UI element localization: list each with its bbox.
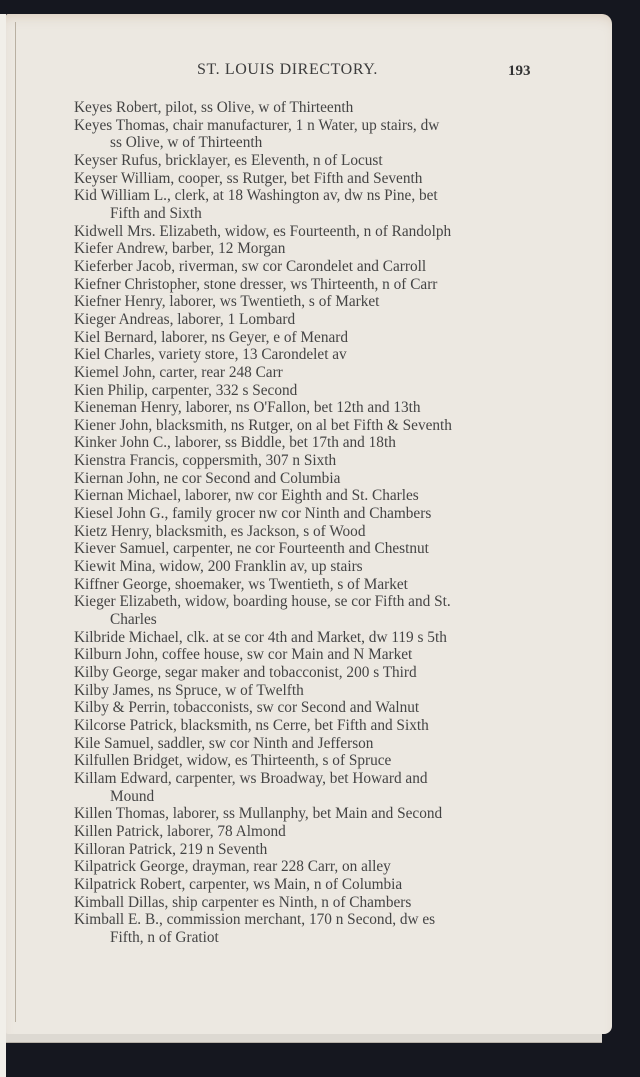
entry-text: Kiefner Christopher, stone dresser, ws Thirteenth, n of Carr bbox=[74, 275, 438, 293]
running-title: ST. LOUIS DIRECTORY. bbox=[197, 61, 378, 78]
directory-entry bbox=[74, 894, 534, 912]
directory-entry bbox=[74, 805, 534, 823]
entry-text: Kieferber Jacob, riverman, sw cor Carondelet and Carroll bbox=[74, 257, 427, 275]
entry-text: Kieger Elizabeth, widow, boarding house, se cor Fifth and St. bbox=[74, 593, 451, 611]
entry-text: Kieneman Henry, laborer, ns O'Fallon, bet 12th and 13th bbox=[74, 399, 421, 417]
entry-continuation: ss Olive, w of Thirteenth bbox=[110, 134, 263, 152]
entry-continuation: Mound bbox=[110, 787, 155, 805]
entry-text: Kilpatrick Robert, carpenter, ws Main, n of Columbia bbox=[74, 875, 403, 893]
directory-entries bbox=[74, 99, 534, 947]
entry-text: Kilfullen Bridget, widow, es Thirteenth, s of Spruce bbox=[74, 752, 392, 770]
entry-continuation: Fifth, n of Gratiot bbox=[110, 928, 219, 946]
directory-entry bbox=[74, 152, 534, 170]
entry-text: Kilbride Michael, clk. at se cor 4th and Market, dw 119 s 5th bbox=[74, 628, 447, 646]
directory-entry bbox=[74, 399, 534, 417]
entry-text: Kilcorse Patrick, blacksmith, ns Cerre, bet Fifth and Sixth bbox=[74, 716, 429, 734]
entry-text: Killen Thomas, laborer, ss Mullanphy, bet Main and Second bbox=[74, 805, 443, 823]
directory-entry bbox=[74, 558, 534, 576]
directory-entry bbox=[74, 735, 534, 753]
entry-text: Kiel Bernard, laborer, ns Geyer, e of Menard bbox=[74, 328, 349, 346]
directory-entry bbox=[74, 699, 534, 717]
directory-entry bbox=[74, 646, 534, 664]
directory-entry bbox=[74, 576, 534, 594]
entry-text: Kieger Andreas, laborer, 1 Lombard bbox=[74, 310, 296, 328]
directory-entry bbox=[74, 276, 534, 294]
directory-entry bbox=[74, 717, 534, 735]
directory-entry bbox=[74, 240, 534, 258]
entry-text: Killam Edward, carpenter, ws Broadway, bet Howard and bbox=[74, 769, 428, 787]
entry-text: Kienstra Francis, coppersmith, 307 n Sixth bbox=[74, 452, 337, 470]
entry-text: Kiefner Henry, laborer, ws Twentieth, s of Market bbox=[74, 293, 380, 311]
directory-entry bbox=[74, 911, 534, 946]
directory-entry bbox=[74, 540, 534, 558]
directory-entry bbox=[74, 593, 534, 628]
directory-entry bbox=[74, 382, 534, 400]
entry-continuation: Charles bbox=[110, 611, 157, 629]
entry-text: Keyser William, cooper, ss Rutger, bet Fifth and Seventh bbox=[74, 169, 423, 187]
directory-entry bbox=[74, 487, 534, 505]
entry-text: Kiewit Mina, widow, 200 Franklin av, up stairs bbox=[74, 558, 363, 576]
directory-entry bbox=[74, 823, 534, 841]
entry-text: Kietz Henry, blacksmith, es Jackson, s of Wood bbox=[74, 522, 366, 540]
entry-text: Kile Samuel, saddler, sw cor Ninth and Jefferson bbox=[74, 734, 374, 752]
entry-text: Kiever Samuel, carpenter, ne cor Fourteenth and Chestnut bbox=[74, 540, 429, 558]
entry-text: Kiener John, blacksmith, ns Rutger, on al bet Fifth & Seventh bbox=[74, 416, 452, 434]
entry-text: Kiernan Michael, laborer, nw cor Eighth and St. Charles bbox=[74, 487, 419, 505]
directory-entry bbox=[74, 99, 534, 117]
entry-text: Kiesel John G., family grocer nw cor Ninth and Chambers bbox=[74, 505, 432, 523]
directory-entry bbox=[74, 470, 534, 488]
entry-text: Kiel Charles, variety store, 13 Carondelet av bbox=[74, 346, 347, 364]
entry-text: Kilpatrick George, drayman, rear 228 Carr, on alley bbox=[74, 858, 391, 876]
directory-entry bbox=[74, 858, 534, 876]
directory-entry bbox=[74, 505, 534, 523]
entry-text: Kien Philip, carpenter, 332 s Second bbox=[74, 381, 298, 399]
entry-text: Kiemel John, carter, rear 248 Carr bbox=[74, 363, 283, 381]
entry-text: Kilby James, ns Spruce, w of Twelfth bbox=[74, 681, 304, 699]
directory-entry bbox=[74, 364, 534, 382]
entry-text: Kilburn John, coffee house, sw cor Main and N Market bbox=[74, 646, 413, 664]
page-number: 193 bbox=[508, 63, 531, 79]
directory-entry bbox=[74, 452, 534, 470]
directory-entry bbox=[74, 258, 534, 276]
gutter-line bbox=[15, 22, 16, 1022]
directory-entry bbox=[74, 752, 534, 770]
entry-continuation: Fifth and Sixth bbox=[110, 204, 202, 222]
entry-text: Kidwell Mrs. Elizabeth, widow, es Fourteenth, n of Randolph bbox=[74, 222, 452, 240]
entry-text: Killoran Patrick, 219 n Seventh bbox=[74, 840, 268, 858]
entry-text: Kiffner George, shoemaker, ws Twentieth, s of Market bbox=[74, 575, 408, 593]
directory-entry bbox=[74, 311, 534, 329]
directory-entry bbox=[74, 117, 534, 152]
directory-entry bbox=[74, 170, 534, 188]
page-header bbox=[0, 61, 640, 85]
directory-entry bbox=[74, 770, 534, 805]
directory-entry bbox=[74, 434, 534, 452]
entry-text: Kid William L., clerk, at 18 Washington av, dw ns Pine, bet bbox=[74, 187, 438, 205]
directory-entry bbox=[74, 293, 534, 311]
entry-text: Killen Patrick, laborer, 78 Almond bbox=[74, 822, 286, 840]
entry-text: Kimball E. B., commission merchant, 170 n Second, dw es bbox=[74, 911, 436, 929]
entry-text: Kilby & Perrin, tobacconists, sw cor Second and Walnut bbox=[74, 699, 420, 717]
entry-text: Kiefer Andrew, barber, 12 Morgan bbox=[74, 240, 286, 258]
entry-text: Kilby George, segar maker and tobacconist, 200 s Third bbox=[74, 664, 417, 681]
directory-entry bbox=[74, 841, 534, 859]
directory-entry bbox=[74, 876, 534, 894]
directory-entry bbox=[74, 523, 534, 541]
entry-text: Kiernan John, ne cor Second and Columbia bbox=[74, 469, 341, 487]
directory-entry bbox=[74, 664, 534, 682]
directory-entry bbox=[74, 329, 534, 347]
entry-text: Keyes Robert, pilot, ss Olive, w of Thirteenth bbox=[74, 99, 354, 116]
entry-text: Keyser Rufus, bricklayer, es Eleventh, n of Locust bbox=[74, 151, 383, 169]
directory-entry bbox=[74, 417, 534, 435]
directory-entry bbox=[74, 187, 534, 222]
entry-text: Keyes Thomas, chair manufacturer, 1 n Water, up stairs, dw bbox=[74, 116, 440, 134]
directory-entry bbox=[74, 629, 534, 647]
directory-entry bbox=[74, 346, 534, 364]
entry-text: Kimball Dillas, ship carpenter es Ninth, n of Chambers bbox=[74, 893, 412, 911]
entry-text: Kinker John C., laborer, ss Biddle, bet 17th and 18th bbox=[74, 434, 396, 452]
directory-entry bbox=[74, 223, 534, 241]
directory-entry bbox=[74, 682, 534, 700]
